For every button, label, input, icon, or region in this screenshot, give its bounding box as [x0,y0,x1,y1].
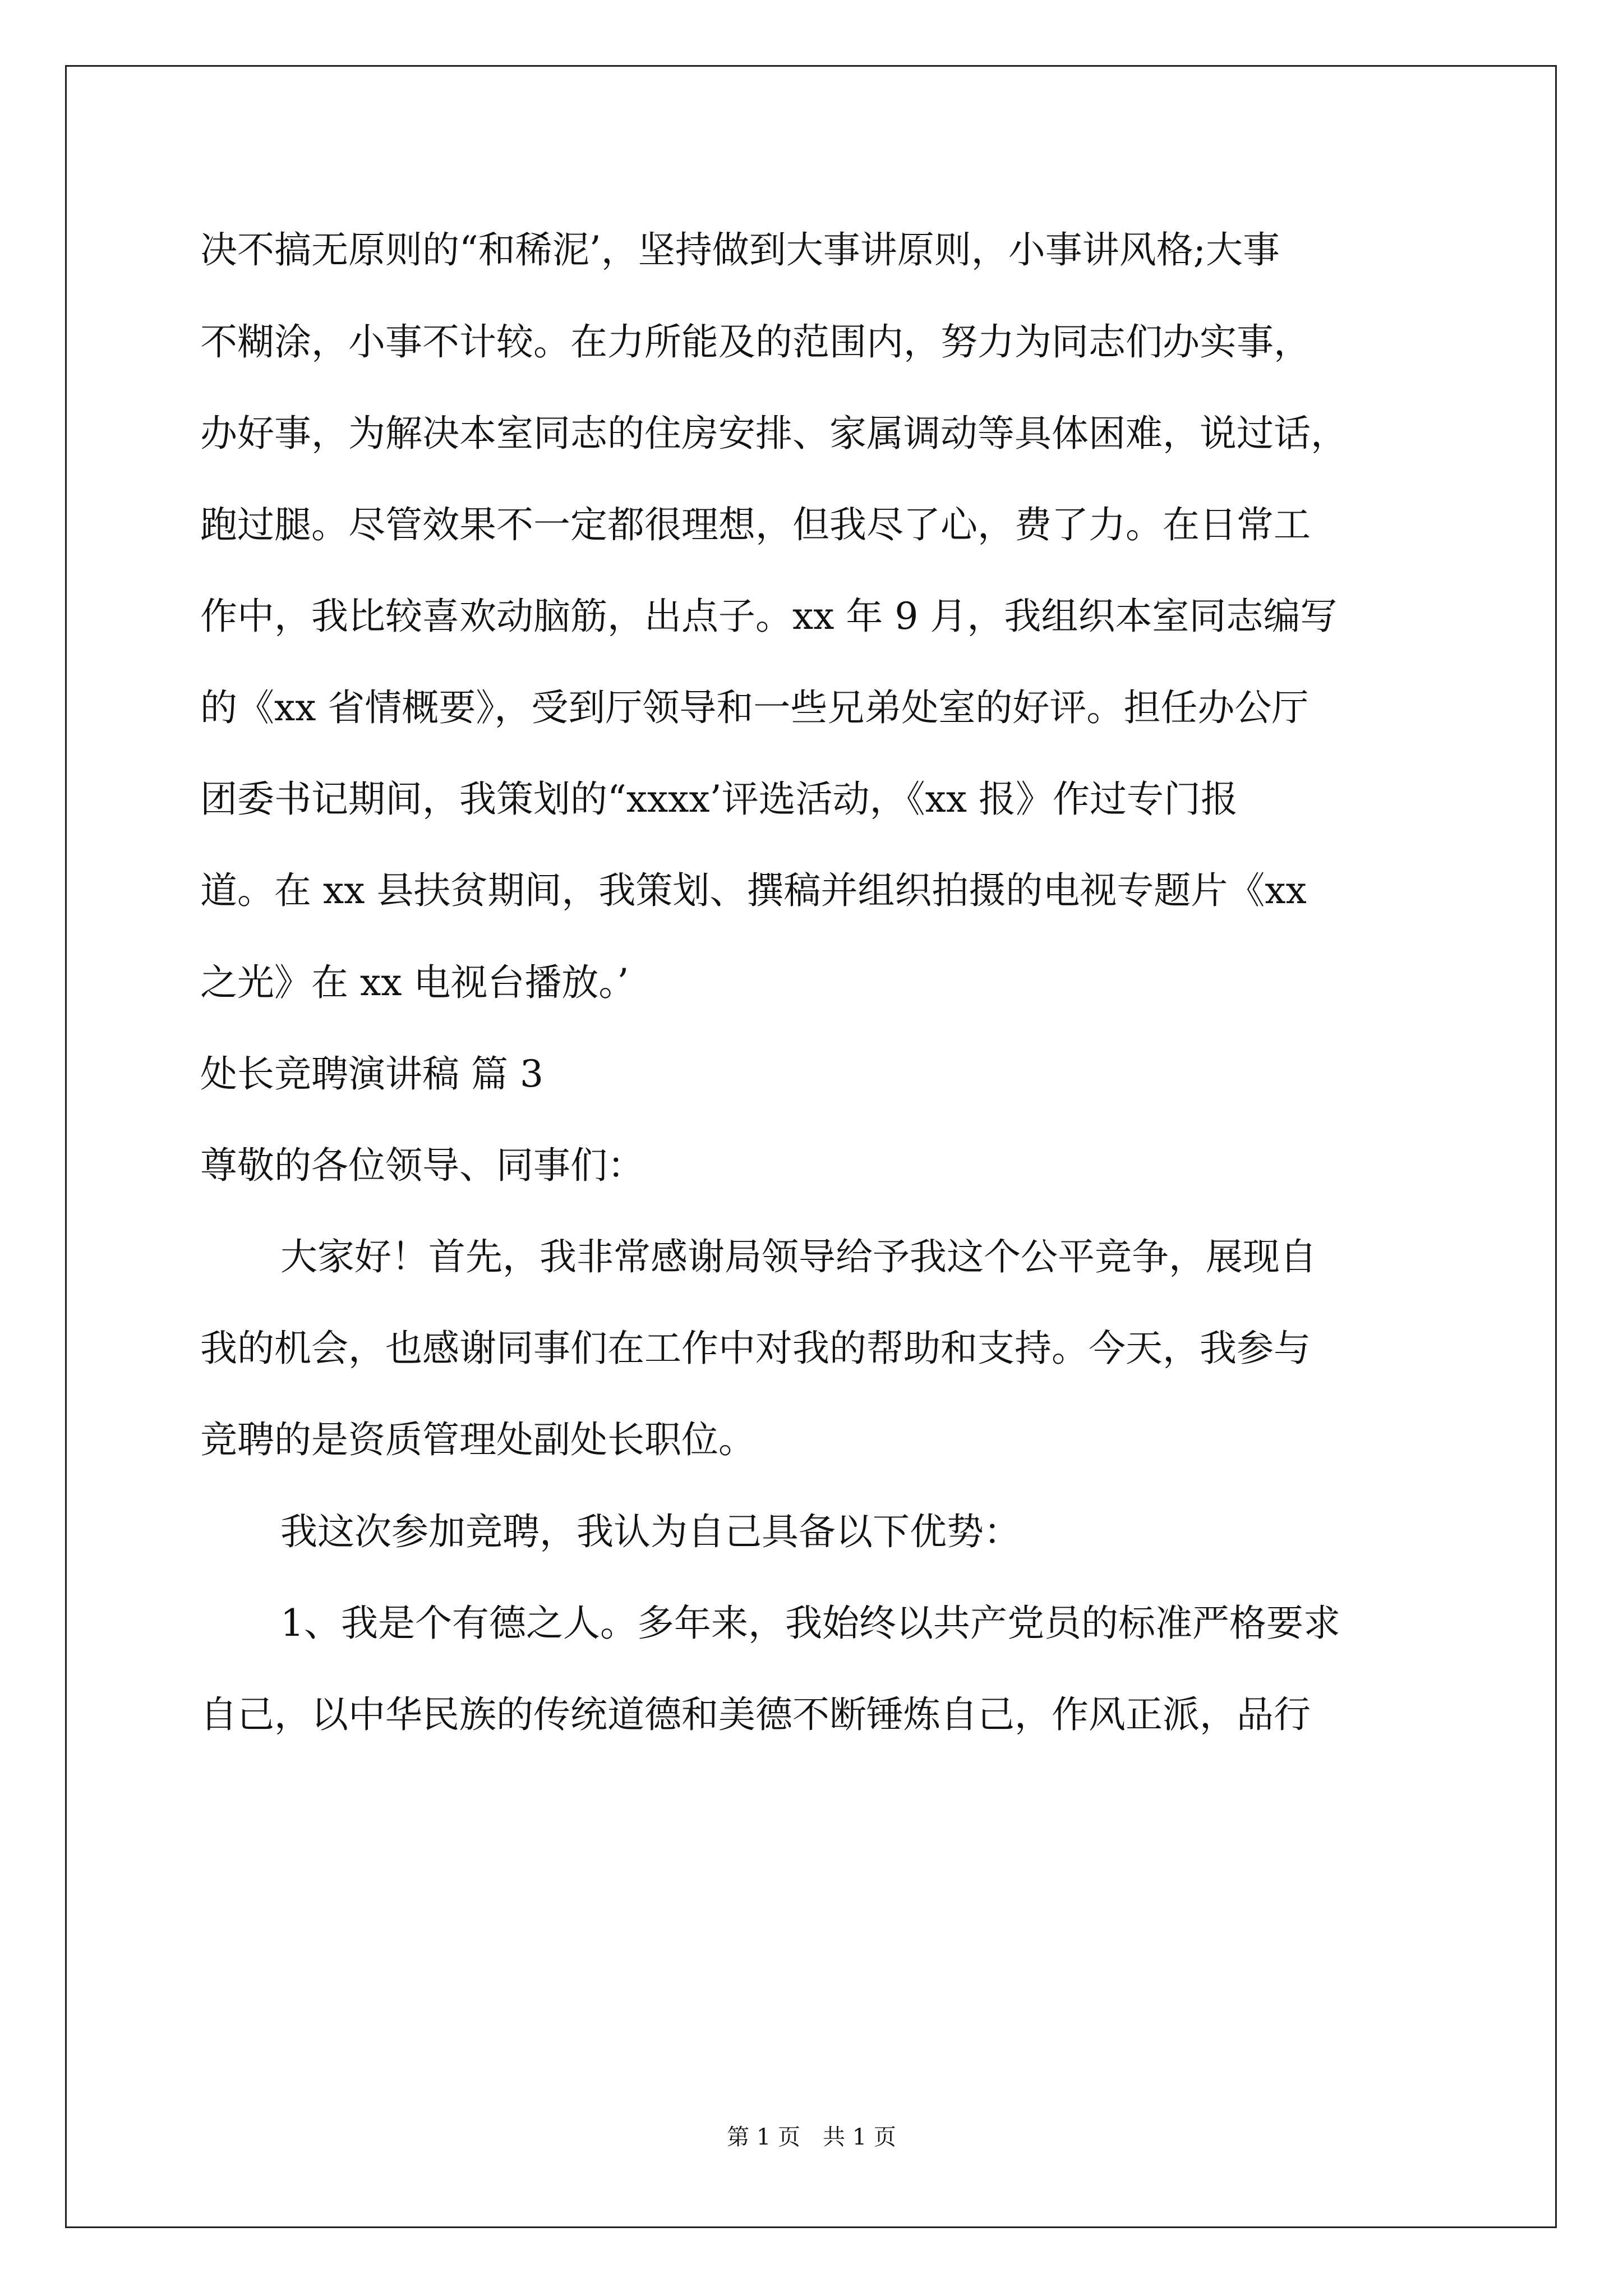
body-line-1: 决不搞无原则的“和稀泥’，坚持做到大事讲原则，小事讲风格;大事 [200,228,1280,272]
body-line-5: 作中，我比较喜欢动脑筋，出点子。xx 年 9 月，我组织本室同志编写 [200,595,1338,638]
body-line-6: 的《xx 省情概要》，受到厅领导和一些兄弟处室的好评。担任办公厅 [200,686,1309,729]
body-line-2: 不糊涂，小事不计较。在力所能及的范围内，努力为同志们办实事， [200,320,1311,364]
body-line-13: 我的机会，也感谢同事们在工作中对我的帮助和支持。今天，我参与 [200,1327,1311,1370]
salutation: 尊敬的各位领导、同事们： [200,1144,644,1187]
body-line-12: 大家好！首先，我非常感谢局领导给予我这个公平竞争，展现自 [280,1235,1317,1278]
body-line-16: 1、我是个有德之人。多年来，我始终以共产党员的标准严格要求 [280,1602,1340,1645]
body-line-8: 道。在 xx 县扶贫期间，我策划、撰稿并组织拍摄的电视专题片《xx [200,869,1307,912]
body-line-17: 自己，以中华民族的传统道德和美德不断锤炼自己，作风正派，品行 [200,1693,1311,1736]
body-line-7: 团委书记期间，我策划的“xxxx’评选活动，《xx 报》作过专门报 [200,777,1238,821]
section-heading: 处长竞聘演讲稿 篇 3 [200,1052,543,1096]
body-line-4: 跑过腿。尽管效果不一定都很理想，但我尽了心，费了力。在日常工 [200,503,1311,546]
body-line-15: 我这次参加竞聘，我认为自己具备以下优势： [280,1510,1021,1553]
body-line-14: 竞聘的是资质管理处副处长职位。 [200,1418,755,1461]
page-footer: 第 1 页 共 1 页 [727,2124,896,2150]
body-line-9: 之光》在 xx 电视台播放。’ [200,961,629,1004]
body-line-3: 办好事，为解决本室同志的住房安排、家属调动等具体困难，说过话， [200,412,1348,455]
